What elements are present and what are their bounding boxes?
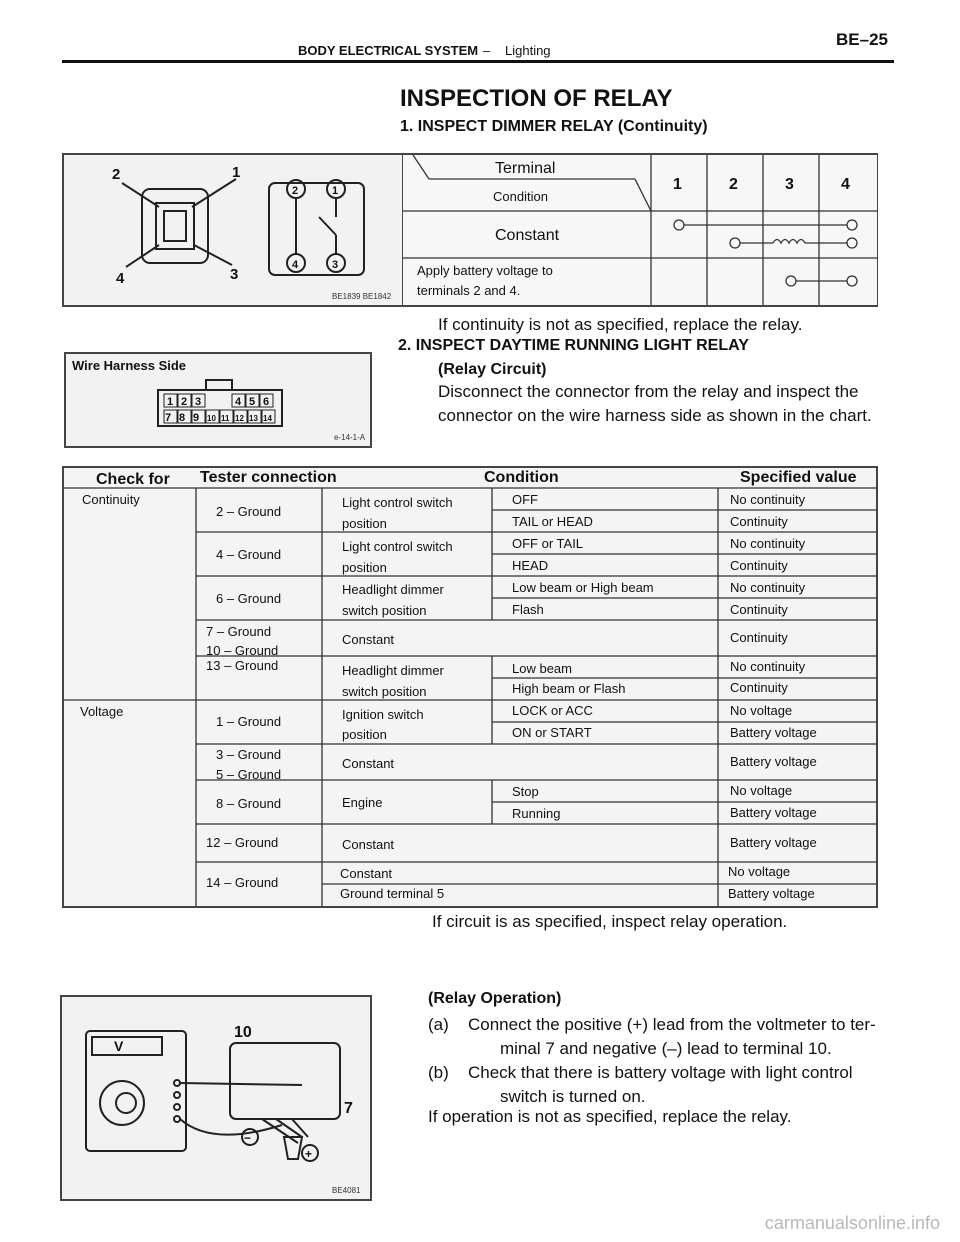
tester-6: 6 – Ground <box>216 591 282 606</box>
op-b-label: (b) <box>428 1063 449 1082</box>
pin-number: 1 <box>167 396 174 408</box>
sub-condition: TAIL or HEAD <box>512 514 593 529</box>
condition: Constant <box>342 837 395 852</box>
sub-condition: Running <box>512 806 561 821</box>
tester-4: 4 – Ground <box>216 547 282 562</box>
condition: position <box>342 516 387 531</box>
step2-text-line2: connector on the wire harness side as shown in the chart. <box>438 406 872 425</box>
pin-number: 3 <box>195 396 202 408</box>
condition: Constant <box>342 756 395 771</box>
figure-code-be4081: BE4081 <box>332 1186 361 1195</box>
condition: switch position <box>342 684 427 699</box>
table-header-condition: Condition <box>493 189 548 204</box>
svg-text:+: + <box>305 1147 313 1161</box>
condition: position <box>342 560 387 575</box>
meter-label: V <box>114 1038 124 1054</box>
tester-5: 5 – Ground <box>216 767 282 782</box>
tester-14: 14 – Ground <box>206 875 279 890</box>
op-a-line1: Connect the positive (+) lead from the voltmeter to ter- <box>468 1015 876 1034</box>
pin-number: 7 <box>165 412 172 424</box>
svg-text:e-14-1-A: e-14-1-A <box>334 433 366 442</box>
pin-label-4: 4 <box>116 270 125 287</box>
tester-1: 1 – Ground <box>216 714 282 729</box>
row-apply-line1: Apply battery voltage to <box>417 263 553 278</box>
sub-condition: Constant <box>340 866 393 881</box>
sub-condition: OFF <box>512 492 538 507</box>
step2-heading: 2. INSPECT DAYTIME RUNNING LIGHT RELAY <box>398 337 749 354</box>
spec-value: Battery voltage <box>730 835 817 850</box>
step1-note: If continuity is not as specified, replace the relay. <box>438 315 803 334</box>
pin-number: 13 <box>249 414 258 423</box>
callout-7: 7 <box>344 1100 353 1117</box>
tester-13: 13 – Ground <box>206 658 279 673</box>
pin-number: 2 <box>181 396 188 408</box>
tester-7: 7 – Ground <box>206 624 272 639</box>
pin-number: 11 <box>221 414 230 423</box>
callout-10: 10 <box>234 1024 252 1041</box>
table-header-terminal: Terminal <box>495 160 556 177</box>
svg-text:2: 2 <box>292 185 299 197</box>
op-a-line2: minal 7 and negative (–) lead to terminal 10. <box>500 1039 832 1058</box>
svg-text:1: 1 <box>332 185 339 197</box>
tester-3: 3 – Ground <box>216 747 282 762</box>
sub-condition: OFF or TAIL <box>512 536 584 551</box>
spec-value: No continuity <box>730 536 806 551</box>
op-a-label: (a) <box>428 1015 449 1034</box>
step2-subheading: (Relay Circuit) <box>438 361 547 378</box>
chart-header-value: Specified value <box>740 469 857 486</box>
condition: Headlight dimmer <box>342 582 444 597</box>
svg-text:2: 2 <box>729 176 738 193</box>
spec-value: No voltage <box>730 703 793 718</box>
condition: Headlight dimmer <box>342 663 444 678</box>
voltmeter-figure <box>60 995 372 1201</box>
condition: Light control switch <box>342 495 453 510</box>
spec-value: Continuity <box>730 558 788 573</box>
row-constant: Constant <box>495 227 560 244</box>
svg-text:1: 1 <box>673 176 682 193</box>
condition: position <box>342 727 387 742</box>
spec-value: Battery voltage <box>730 725 817 740</box>
pin-number: 4 <box>235 396 242 408</box>
pin-label-1: 1 <box>232 164 241 181</box>
page-title: INSPECTION OF RELAY <box>400 85 673 112</box>
chart-note: If circuit is as specified, inspect relay operation. <box>432 912 788 931</box>
svg-text:−: − <box>244 1131 252 1145</box>
spec-value: No voltage <box>730 783 793 798</box>
step1-heading: 1. INSPECT DIMMER RELAY (Continuity) <box>400 118 708 135</box>
check-voltage: Voltage <box>80 704 124 719</box>
header-subsection: Lighting <box>505 43 551 58</box>
pin-label-2: 2 <box>112 166 121 183</box>
op-final: If operation is not as specified, replace the relay. <box>428 1107 792 1126</box>
figure-code: BE1839 BE1842 <box>332 292 392 301</box>
pin-number: 9 <box>193 412 200 424</box>
op-b-line2: switch is turned on. <box>500 1087 646 1106</box>
spec-value: No continuity <box>730 492 806 507</box>
tester-2: 2 – Ground <box>216 504 282 519</box>
sub-condition: LOCK or ACC <box>512 703 593 718</box>
sub-condition: HEAD <box>512 558 549 573</box>
condition: Light control switch <box>342 539 453 554</box>
header-section: BODY ELECTRICAL SYSTEM <box>298 43 479 58</box>
spec-value: No continuity <box>730 659 806 674</box>
sub-condition: High beam or Flash <box>512 681 626 696</box>
spec-value: Continuity <box>730 602 788 617</box>
operation-title: (Relay Operation) <box>428 990 562 1007</box>
spec-value: No continuity <box>730 580 806 595</box>
sub-condition: ON or START <box>512 725 592 740</box>
sub-condition: Stop <box>512 784 539 799</box>
sub-condition: Ground terminal 5 <box>340 886 445 901</box>
spec-value: Continuity <box>730 630 788 645</box>
chart-header-tester: Tester connection <box>200 469 337 486</box>
row-apply-line2: terminals 2 and 4. <box>417 283 521 298</box>
chart-header-condition: Condition <box>484 469 559 486</box>
connector-diagram <box>66 354 370 446</box>
spec-value: Battery voltage <box>728 886 815 901</box>
pin-label-3: 3 <box>230 266 239 283</box>
tester-8: 8 – Ground <box>216 796 282 811</box>
pin-number: 8 <box>179 412 186 424</box>
check-continuity: Continuity <box>82 492 140 507</box>
condition: Constant <box>342 632 395 647</box>
dimmer-relay-figure <box>62 153 878 307</box>
spec-value: Battery voltage <box>730 754 817 769</box>
svg-text:4: 4 <box>292 259 299 271</box>
svg-text:4: 4 <box>841 176 850 193</box>
sub-condition: Low beam or High beam <box>512 580 654 595</box>
header-separator: – <box>483 43 491 58</box>
sub-condition: Low beam <box>512 661 572 676</box>
pin-number: 12 <box>235 414 244 423</box>
sub-condition: Flash <box>512 602 544 617</box>
condition: Engine <box>342 795 383 810</box>
header-rule <box>62 60 894 63</box>
pin-number: 6 <box>263 396 270 408</box>
pin-number: 14 <box>263 414 272 423</box>
page-number: BE–25 <box>836 30 888 49</box>
wire-harness-title: Wire Harness Side <box>72 358 187 373</box>
step2-text-line1: Disconnect the connector from the relay and inspect the <box>438 382 859 401</box>
relay-circuit-chart <box>62 466 878 908</box>
spec-value: Battery voltage <box>730 805 817 820</box>
condition: switch position <box>342 603 427 618</box>
pin-number: 10 <box>207 414 216 423</box>
spec-value: Continuity <box>730 680 788 695</box>
wire-harness-figure <box>64 352 372 448</box>
svg-text:3: 3 <box>785 176 794 193</box>
tester-12: 12 – Ground <box>206 835 279 850</box>
chart-header-check: Check for <box>96 471 170 488</box>
svg-text:3: 3 <box>332 259 339 271</box>
spec-value: Continuity <box>730 514 788 529</box>
pin-number: 5 <box>249 396 256 408</box>
watermark: carmanualsonline.info <box>764 1213 940 1233</box>
op-b-line1: Check that there is battery voltage with light control <box>468 1063 853 1082</box>
continuity-table <box>402 155 877 305</box>
tester-10: 10 – Ground <box>206 643 279 658</box>
condition: Ignition switch <box>342 707 424 722</box>
spec-value: No voltage <box>728 864 791 879</box>
